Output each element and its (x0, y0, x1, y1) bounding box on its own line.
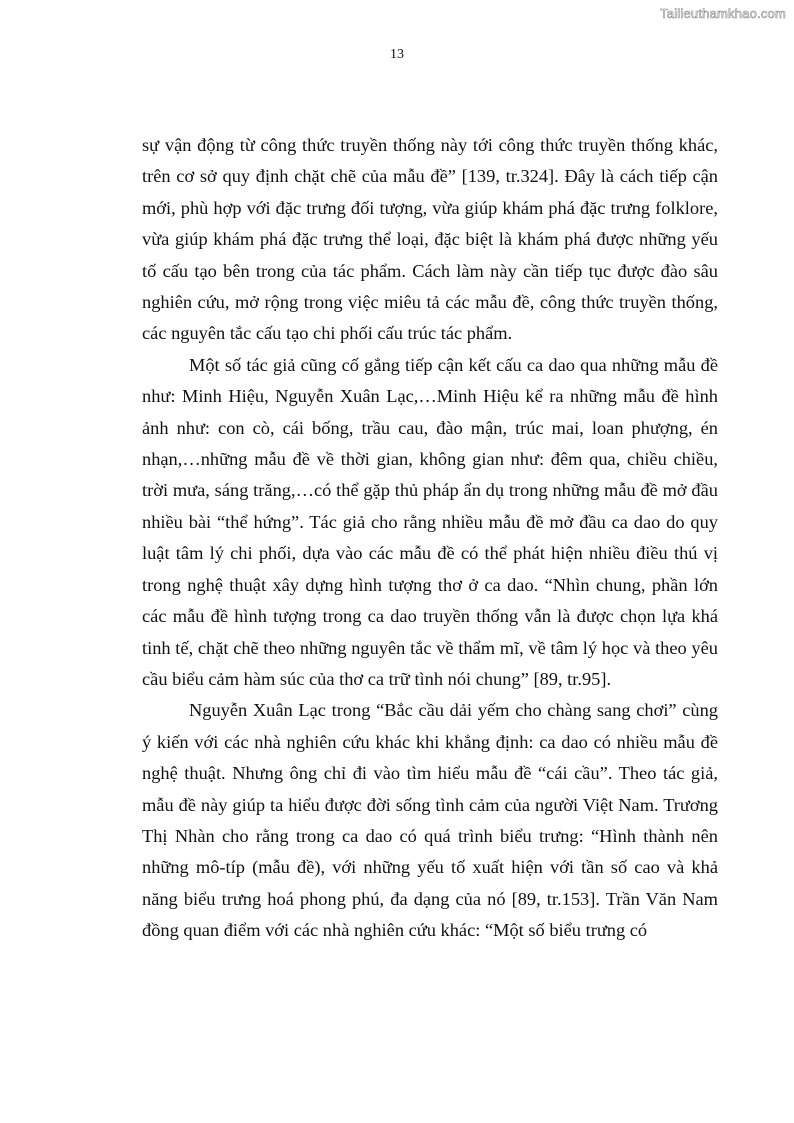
paragraph-nguyen-xuan-lac: Nguyễn Xuân Lạc trong “Bắc cầu dải yếm cho chàng sang chơi” cùng ý kiến với các nhà nghiên cứu khác khi khẳng định: ca dao có nhiều mẫu đề nghệ thuật. Nhưng ông chỉ đi vào tìm hiểu mẫu đề “cái cầu”. Theo tác giả, mẫu đề này giúp ta hiểu được đời sống tình cảm của người Việt Nam. Trương Thị Nhàn cho rằng trong ca dao có quá trình biểu trưng: “Hình thành nên những mô-típ (mẫu đề), với những yếu tố xuất hiện với tần số cao và khả năng biểu trưng hoá phong phú, đa dạng của nó [89, tr.153]. Trần Văn Nam đồng quan điểm với các nhà nghiên cứu khác: “Một số biểu trưng có (142, 700, 718, 941)
paragraph-continuation: sự vận động từ công thức truyền thống này tới công thức truyền thống khác, trên cơ sở quy định chặt chẽ của mẫu đề” [139, tr.324]. Đây là cách tiếp cận mới, phù hợp với đặc trưng đối tượng, vừa giúp khám phá đặc trưng folklore, vừa giúp khám phá đặc trưng thể loại, đặc biệt là khám phá được những yếu tố cấu tạo bên trong của tác phẩm. Cách làm này cần tiếp tục được đào sâu nghiên cứu, mở rộng trong việc miêu tả các mẫu đề, công thức truyền thống, các nguyên tắc cấu tạo chi phối cấu trúc tác phẩm. (142, 135, 718, 344)
paragraph-minh-hieu: Một số tác giả cũng cố gắng tiếp cận kết cấu ca dao qua những mẫu đề như: Minh Hiệu, Nguyễn Xuân Lạc,…Minh Hiệu kể ra những mẫu đề hình ảnh như: con cò, cái bống, trầu cau, đào mận, trúc mai, loan phượng, én nhạn,…những mẫu đề về thời gian, không gian như: đêm qua, chiều chiều, trời mưa, sáng trăng,…có thể gặp thủ pháp ẩn dụ trong những mẫu đề mở đầu nhiều bài “thể hứng”. Tác giả cho rằng nhiều mẫu đề mở đầu ca dao do quy luật tâm lý chi phối, dựa vào các mẫu đề có thể phát hiện nhiều điều thú vị trong nghệ thuật xây dựng hình tượng thơ ở ca dao. “Nhìn chung, phần lớn các mẫu đề hình tượng trong ca dao truyền thống vẫn là được chọn lựa khá tinh tế, chặt chẽ theo những nguyên tắc về thẩm mĩ, về tâm lý học và theo yêu cầu biểu cảm hàm súc của thơ ca trữ tình nói chung” [89, tr.95]. (142, 354, 718, 689)
document-body (142, 130, 718, 947)
watermark: Tailieuthamkhao.com (660, 6, 786, 21)
page-number: 13 (390, 47, 404, 62)
